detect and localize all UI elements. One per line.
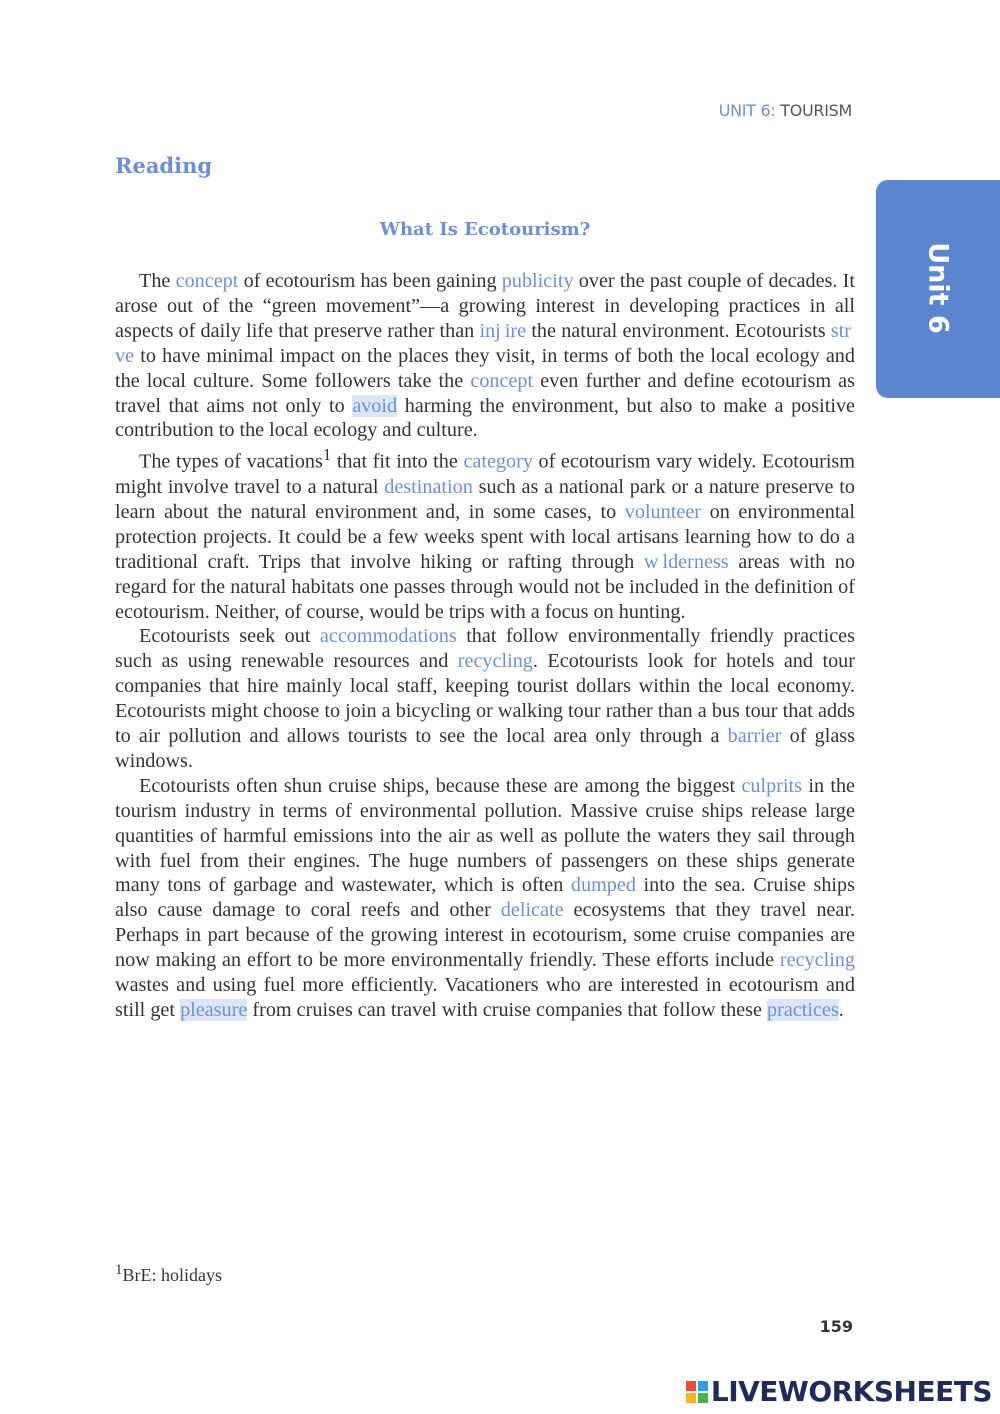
text-segment: that fit into the — [331, 451, 464, 474]
text-segment: harming the environment, but also to make a positive contribution to the local ecology and culture. — [115, 394, 855, 442]
vocabulary-word: w lderness — [643, 550, 729, 573]
text-segment: such as a national park or a nature preserve to learn about the natural environment and, in some cases, to — [115, 475, 856, 523]
unit-side-tab — [876, 180, 1000, 398]
text-segment: from cruises can travel with cruise companies that follow these — [247, 999, 767, 1022]
logo-square — [686, 1381, 696, 1391]
vocabulary-word: dumped — [570, 874, 636, 897]
footnote-mark: 1 — [115, 1262, 123, 1278]
text-segment: the natural environment. Ecotourists — [526, 319, 831, 342]
text-segment: The types of vacations — [139, 451, 323, 474]
text-segment: that follow environmentally friendly practices such as using renewable resources and — [115, 625, 855, 673]
text-segment: in the tourism industry in terms of environmental pollution. Massive cruise ships release large quantities of harmful emissions into the air as well as pollute the waters they sail through with fuel from their engines. The huge numbers of passengers on these ships generate many tons of garbage and wastewater, which is often — [115, 774, 855, 897]
text-segment: to have minimal impact on the places they visit, in terms of both the local ecology and the local culture. Some followers take the — [115, 344, 855, 392]
article-title: What Is Ecotourism? — [379, 219, 591, 240]
vocabulary-word: volunteer — [624, 500, 702, 523]
unit-tab-label: Unit 6 — [922, 242, 954, 334]
paragraph — [115, 624, 855, 773]
footnote-reference: 1 — [322, 445, 332, 465]
logo-square — [698, 1381, 708, 1391]
text-segment: on environmental protection projects. It could be a few weeks spent with local artisans learning how to do a traditional craft. Trips that involve hiking or rafting through — [115, 500, 855, 573]
vocabulary-word: recycling — [779, 949, 855, 972]
text-segment: Ecotourists often shun cruise ships, because these are among the biggest — [139, 774, 742, 797]
text-segment: of ecotourism vary widely. Ecotourism might involve travel to a natural — [115, 451, 855, 498]
text-segment: wastes and using fuel more efficiently. Vacationers who are interested in ecotourism and still get — [115, 974, 855, 1022]
section-title: Reading — [115, 153, 213, 178]
vocabulary-word: category — [463, 451, 533, 474]
liveworksheets-logo-icon — [686, 1381, 708, 1403]
header-topic: TOURISM — [780, 101, 852, 120]
vocabulary-word: str ve — [115, 319, 855, 367]
text-segment: The — [139, 270, 176, 292]
vocabulary-word: barrier — [727, 725, 782, 748]
liveworksheets-logo — [686, 1375, 992, 1408]
footnote — [115, 1262, 222, 1286]
article-body — [115, 269, 855, 1023]
vocabulary-word: concept — [175, 270, 239, 292]
text-segment: into the sea. Cruise ships also cause damage to coral reefs and other — [115, 874, 855, 922]
paragraph — [115, 269, 855, 443]
vocabulary-word: practices — [767, 999, 839, 1022]
vocabulary-word: recycling — [457, 650, 533, 673]
running-header — [719, 101, 852, 120]
vocabulary-word: destination — [384, 475, 473, 498]
vocabulary-word: delicate — [500, 899, 564, 922]
text-segment: of glass windows. — [115, 725, 855, 772]
vocabulary-word: publicity — [501, 270, 574, 292]
footnote-text: BrE: holidays — [122, 1265, 222, 1285]
vocabulary-word: concept — [470, 369, 534, 392]
paragraph — [115, 443, 855, 624]
text-segment: over the past couple of decades. It arose out of the “green movement”—a growing interest in developing practices in all aspects of daily life that preserve rather than — [115, 270, 855, 342]
logo-square — [686, 1393, 696, 1403]
vocabulary-word: accommodations — [319, 625, 457, 648]
header-unit: UNIT 6: — [718, 101, 776, 120]
text-segment: even further and define ecotourism as travel that aims not only to — [115, 369, 855, 417]
page-number: 159 — [819, 1317, 853, 1336]
text-segment: areas with no regard for the natural habitats one passes through would not be included in the definition of ecotourism. Neither, of course, would be trips with a focus on hunting. — [115, 550, 855, 623]
text-segment: of ecotourism has been gaining — [238, 270, 502, 292]
text-segment: . — [838, 999, 844, 1022]
vocabulary-word: inj ire — [479, 319, 527, 342]
vocabulary-word: culprits — [741, 774, 803, 797]
text-segment: Ecotourists seek out — [139, 625, 320, 648]
vocabulary-word: pleasure — [180, 999, 248, 1022]
text-segment: ecosystems that they travel near. Perhaps in part because of the growing interest in ecotourism, some cruise companies are now making an effort to be more environmentally friendly. These efforts include — [115, 899, 855, 972]
paragraph — [115, 774, 855, 1023]
vocabulary-word: avoid — [352, 394, 398, 417]
text-segment: . Ecotourists look for hotels and tour companies that hire mainly local staff, keeping tourist dollars within the local economy. Ecotourists might choose to join a bicycling or walking tour rather than a bus tour that adds to air pollution and allows tourists to see the local area only through a — [115, 650, 855, 748]
watermark-text: LIVEWORKSHEETS — [710, 1375, 992, 1408]
logo-square — [698, 1393, 708, 1403]
